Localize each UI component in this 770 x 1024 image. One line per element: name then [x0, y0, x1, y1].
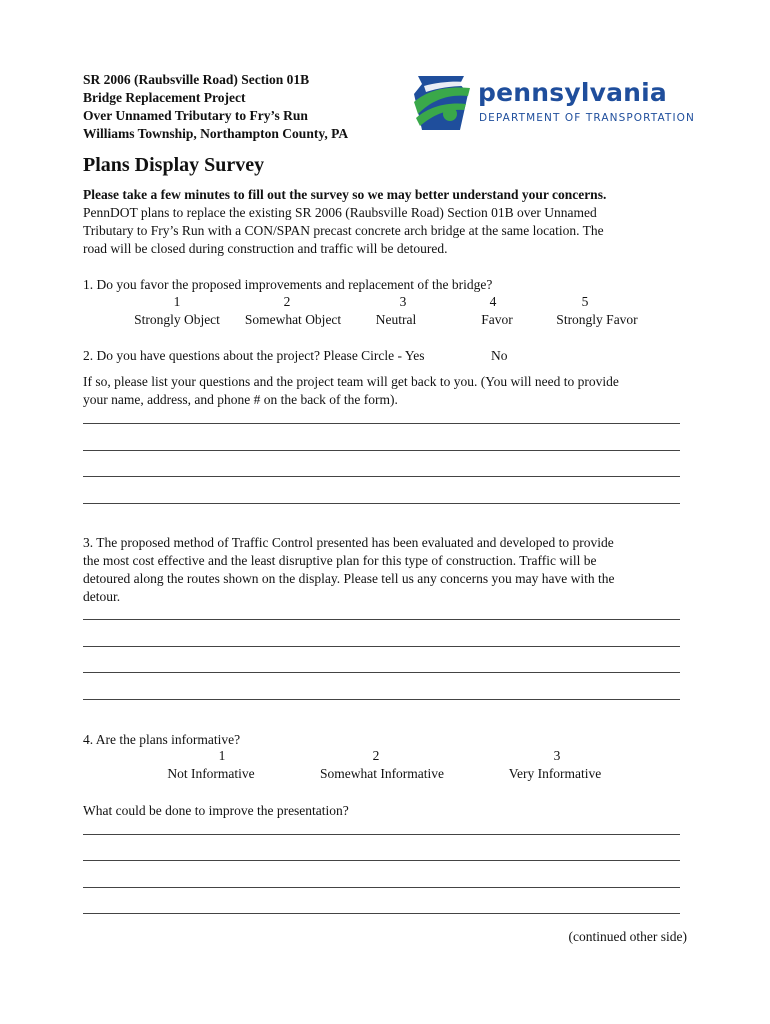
q3-answer-line-3[interactable]	[83, 672, 680, 673]
q3-answer-line-4[interactable]	[83, 699, 680, 700]
q4-answer-line-2[interactable]	[83, 860, 680, 861]
q1-option-3-number: 3	[399, 294, 407, 309]
intro-bold: Please take a few minutes to fill out the survey so we may better understand your concerns.	[83, 187, 607, 202]
header-line-1: SR 2006 (Raubsville Road) Section 01B	[83, 72, 310, 87]
q2-answer-line-4[interactable]	[83, 503, 680, 504]
q4-answer-line-3[interactable]	[83, 887, 680, 888]
q1-option-4-number: 4	[489, 294, 497, 309]
q2-answer-line-1[interactable]	[83, 423, 680, 424]
q3-answer-line-1[interactable]	[83, 619, 680, 620]
q2-followup-line-1: If so, please list your questions and the project team will get back to you. (You will need to provide	[83, 374, 619, 389]
q1-option-somewhat-object[interactable]: Somewhat Object	[244, 312, 342, 327]
q4-option-not-informative[interactable]: Not Informative	[167, 766, 255, 781]
q3-line-2: the most cost effective and the least disruptive plan for this type of construction. Traffic will be	[83, 553, 597, 568]
q3-line-3: detoured along the routes shown on the display. Please tell us any concerns you may have with the	[83, 571, 615, 586]
q2-followup	[83, 373, 619, 409]
q1-option-1-number: 1	[173, 294, 181, 309]
q1-option-neutral[interactable]: Neutral	[375, 312, 417, 327]
penndot-logo	[410, 72, 695, 134]
q3-question	[83, 534, 615, 606]
intro-line-2: Tributary to Fry’s Run with a CON/SPAN precast concrete arch bridge at the same location. The	[83, 223, 604, 238]
q4-option-1-number: 1	[218, 748, 226, 763]
q4-option-somewhat-informative[interactable]: Somewhat Informative	[319, 766, 445, 781]
page-title: Plans Display Survey	[83, 154, 265, 176]
q1-option-strongly-favor[interactable]: Strongly Favor	[556, 312, 638, 327]
q4-option-3-number: 3	[553, 748, 561, 763]
header-line-4: Williams Township, Northampton County, PA	[83, 126, 349, 141]
q4-answer-line-4[interactable]	[83, 913, 680, 914]
intro	[83, 186, 606, 258]
q4-option-2-number: 2	[372, 748, 380, 763]
logo-department: DEPARTMENT OF TRANSPORTATION	[479, 112, 695, 124]
intro-line-3: road will be closed during construction and traffic will be detoured.	[83, 241, 448, 256]
q1-option-5-number: 5	[581, 294, 589, 309]
q2-answer-line-3[interactable]	[83, 476, 680, 477]
logo-wordmark: pennsylvania	[478, 78, 667, 107]
q2-question: 2. Do you have questions about the project? Please Circle - Yes	[83, 348, 425, 363]
q3-answer-line-2[interactable]	[83, 646, 680, 647]
header-line-2: Bridge Replacement Project	[83, 90, 246, 105]
q3-line-1: 3. The proposed method of Traffic Control presented has been evaluated and developed to provide	[83, 535, 614, 550]
q4-question: 4. Are the plans informative?	[83, 732, 241, 747]
q2-answer-line-2[interactable]	[83, 450, 680, 451]
q4-option-very-informative[interactable]: Very Informative	[508, 766, 602, 781]
project-header	[83, 71, 348, 143]
q4-answer-line-1[interactable]	[83, 834, 680, 835]
q1-option-favor[interactable]: Favor	[481, 312, 513, 327]
q1-option-2-number: 2	[283, 294, 291, 309]
header-line-3: Over Unnamed Tributary to Fry’s Run	[83, 108, 308, 123]
q1-option-strongly-object[interactable]: Strongly Object	[134, 312, 220, 327]
continued-note: (continued other side)	[568, 929, 687, 944]
q3-line-4: detour.	[83, 589, 121, 604]
q4-followup: What could be done to improve the presentation?	[83, 803, 349, 818]
intro-line-1: PennDOT plans to replace the existing SR 2006 (Raubsville Road) Section 01B over Unnamed	[83, 205, 597, 220]
q2-followup-line-2: your name, address, and phone # on the back of the form).	[83, 392, 398, 407]
keystone-icon	[410, 72, 472, 134]
q1-question: 1. Do you favor the proposed improvements and replacement of the bridge?	[83, 277, 493, 292]
q2-no-option[interactable]: No	[491, 348, 508, 363]
